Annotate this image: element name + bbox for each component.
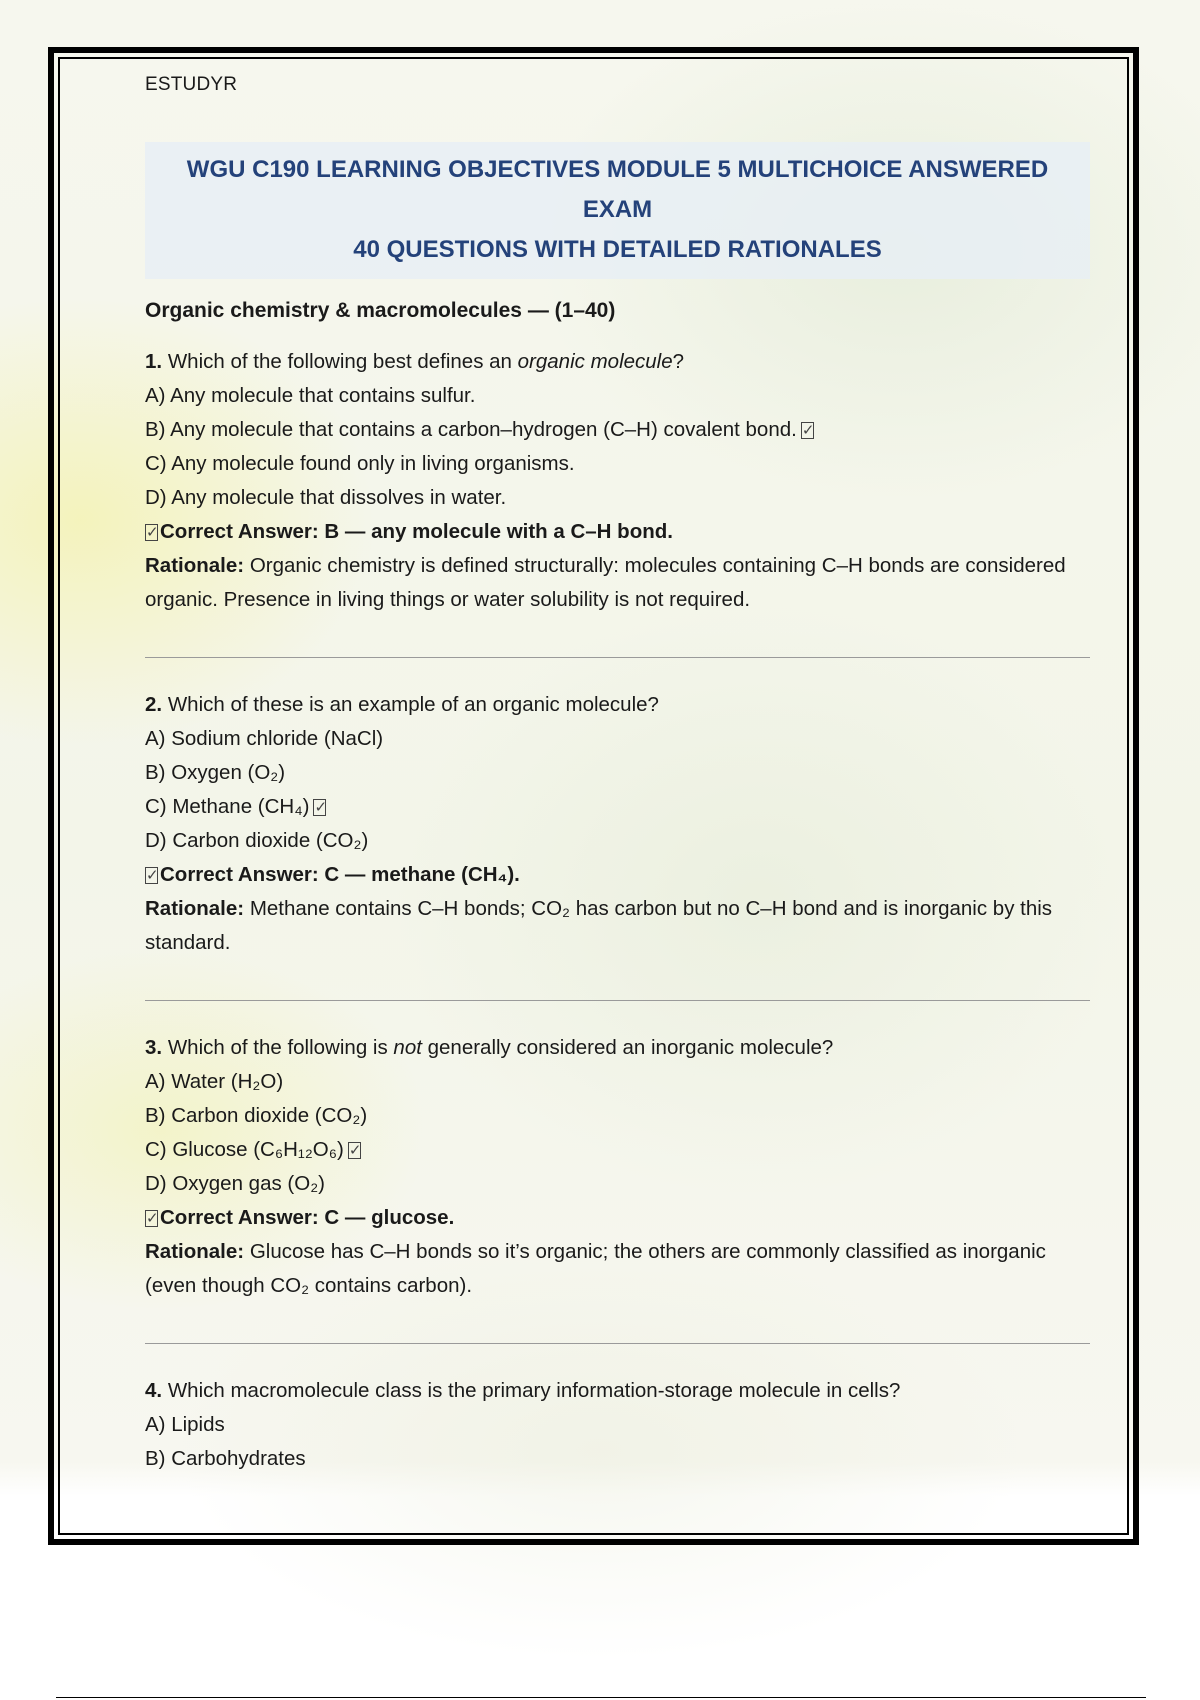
option-c: C) Methane (CH₄) ✓: [145, 795, 328, 818]
question-text: 2. Which of these is an example of an organic molecule?: [145, 693, 659, 716]
option-b: B) Carbohydrates: [145, 1447, 306, 1470]
correct-answer: ✓Correct Answer: B — any molecule with a C–H bond.: [146, 520, 673, 543]
question-3: [145, 1031, 1090, 1303]
correct-answer: ✓Correct Answer: C — glucose.: [146, 1206, 455, 1229]
checkmark-icon: ✓: [348, 1142, 362, 1159]
question-divider: [145, 1000, 1090, 1001]
question-text: 1. Which of the following best defines an organic molecule?: [145, 350, 685, 373]
checkmark-icon: ✓: [146, 524, 159, 541]
option-d: D) Carbon dioxide (CO₂): [145, 829, 369, 852]
correct-answer: ✓Correct Answer: C — methane (CH₄).: [146, 863, 520, 886]
rationale: Rationale: Organic chemistry is defined structurally: molecules containing C–H bonds are considered organic. Presence in living things or water solubility is not required.: [145, 554, 1066, 611]
option-a: A) Any molecule that contains sulfur.: [145, 384, 476, 407]
title-line-2: 40 QUESTIONS WITH DETAILED RATIONALES: [353, 236, 882, 263]
document-body: [145, 68, 1090, 1476]
question-1: [145, 345, 1090, 617]
question-2: [145, 688, 1090, 960]
option-b: B) Any molecule that contains a carbon–hydrogen (C–H) covalent bond. ✓: [145, 418, 815, 441]
question-text: 3. Which of the following is not generally considered an inorganic molecule?: [145, 1036, 834, 1059]
footer-rule: [56, 1697, 1146, 1698]
question-number: 3.: [145, 1036, 163, 1059]
brand-header: ESTUDYR: [145, 74, 238, 95]
option-c: C) Any molecule found only in living organisms.: [145, 452, 575, 475]
question-number: 4.: [145, 1379, 163, 1402]
question-4: [145, 1374, 1090, 1476]
document-title: [145, 142, 1090, 279]
checkmark-icon: ✓: [146, 1210, 159, 1227]
question-number: 1.: [145, 350, 163, 373]
option-a: A) Water (H₂O): [145, 1070, 284, 1093]
option-a: A) Lipids: [145, 1413, 225, 1436]
option-b: B) Oxygen (O₂): [145, 761, 286, 784]
rationale: Rationale: Methane contains C–H bonds; CO₂ has carbon but no C–H bond and is inorganic by this standard.: [145, 897, 1053, 954]
option-d: D) Oxygen gas (O₂): [145, 1172, 325, 1195]
question-divider: [145, 657, 1090, 658]
title-line-1: WGU C190 LEARNING OBJECTIVES MODULE 5 MULTICHOICE ANSWERED EXAM: [186, 156, 1049, 223]
checkmark-icon: ✓: [801, 422, 815, 439]
rationale: Rationale: Glucose has C–H bonds so it’s organic; the others are commonly classified as inorganic (even though CO₂ contains carbon).: [145, 1240, 1046, 1297]
question-text: 4. Which macromolecule class is the primary information-storage molecule in cells?: [145, 1379, 901, 1402]
question-number: 2.: [145, 693, 163, 716]
checkmark-icon: ✓: [314, 799, 328, 816]
option-a: A) Sodium chloride (NaCl): [145, 727, 384, 750]
checkmark-icon: ✓: [146, 867, 159, 884]
option-b: B) Carbon dioxide (CO₂): [145, 1104, 368, 1127]
section-heading: Organic chemistry & macromolecules — (1–40): [145, 299, 616, 322]
option-c: C) Glucose (C₆H₁₂O₆) ✓: [145, 1138, 362, 1161]
question-divider: [145, 1343, 1090, 1344]
option-d: D) Any molecule that dissolves in water.: [145, 486, 507, 509]
